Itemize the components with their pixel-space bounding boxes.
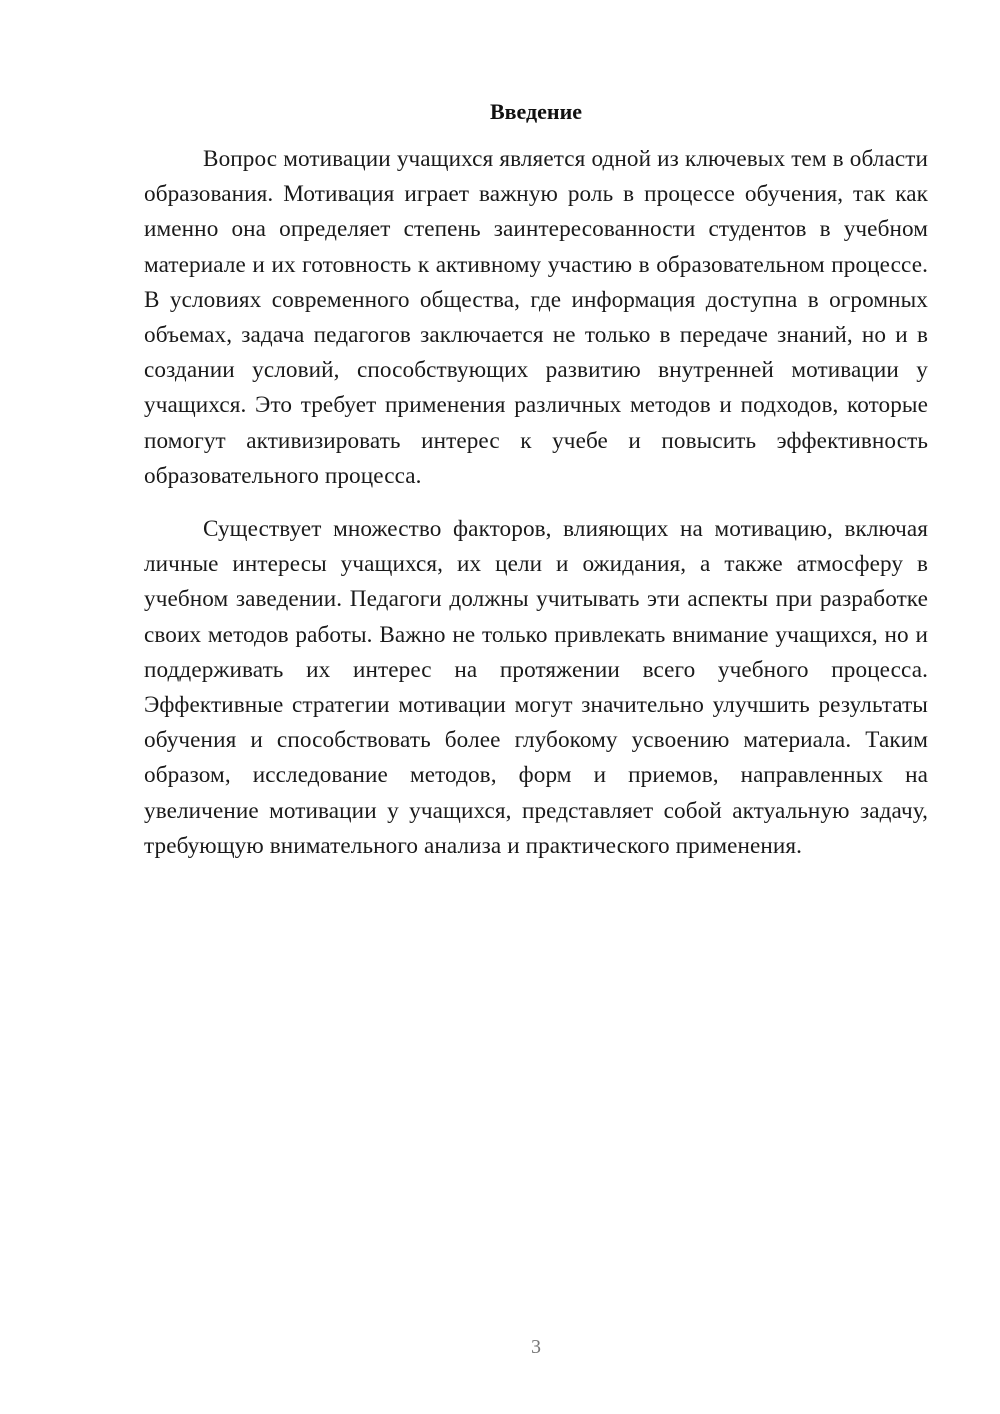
paragraph-2: Существует множество факторов, влияющих на мотивацию, включая личные интересы учащихся, их цели и ожидания, а также атмосферу в учебном заведении. Педагоги должны учитывать эти аспекты при разработке своих методов работы. Важно не только привлекать внимание учащихся, но и поддерживать их интерес на протяжении всего учебного процесса. Эффективные стратегии мотивации могут значительно улучшить результаты обучения и способствовать более глубокому усвоению материала. Таким образом, исследование методов, форм и приемов, направленных на увеличение мотивации у учащихся, представляет собой актуальную задачу, требующую внимательного анализа и практического применения. bbox=[144, 516, 928, 859]
page-number: 3 bbox=[531, 1336, 541, 1358]
paragraph-1: Вопрос мотивации учащихся является одной из ключевых тем в области образования. Мотивация играет важную роль в процессе обучения, так как именно она определяет степень заинтересованности студентов в учебном материале и их готовность к активному участию в образовательном процессе. В условиях современного общества, где информация доступна в огромных объемах, задача педагогов заключается не только в передаче знаний, но и в создании условий, способствующих развитию внутренней мотивации у учащихся. Это требует применения различных методов и подходов, которые помогут активизировать интерес к учебе и повысить эффективность образовательного процесса. bbox=[144, 146, 928, 489]
page-title: Введение bbox=[489, 99, 583, 124]
body-text bbox=[144, 142, 928, 864]
